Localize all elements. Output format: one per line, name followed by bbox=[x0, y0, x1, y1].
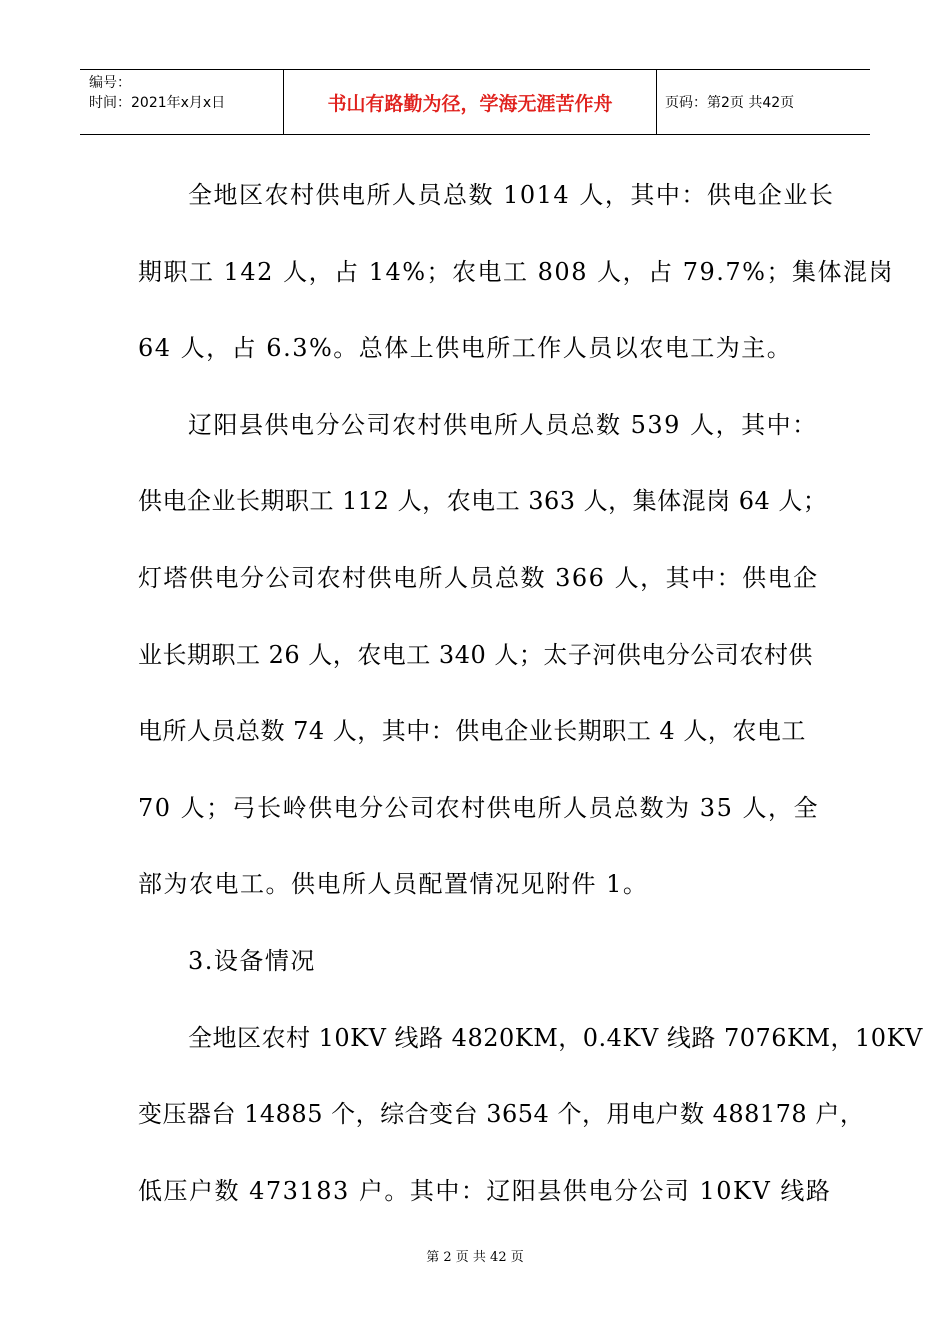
body-line: 业长期职工 26 人，农电工 340 人；太子河供电分公司农村供 bbox=[138, 640, 813, 669]
page-header bbox=[80, 69, 870, 135]
body-line: 全地区农村供电所人员总数 1014 人，其中：供电企业长 bbox=[188, 181, 835, 209]
body-line: 期职工 142 人，占 14%；农电工 808 人，占 79.7%；集体混岗 bbox=[138, 257, 894, 286]
body-line: 变压器台 14885 个，综合变台 3654 个，用电户数 488178 户， bbox=[138, 1100, 865, 1129]
body-line: 64 人，占 6.3%。总体上供电所工作人员以农电工为主。 bbox=[138, 334, 793, 363]
section-heading: 3.设备情况 bbox=[188, 946, 316, 975]
serial-number-label: 编号： bbox=[89, 75, 131, 91]
body-line: 低压户数 473183 户。其中：辽阳县供电分公司 10KV 线路 bbox=[138, 1176, 832, 1205]
header-meta bbox=[80, 70, 283, 134]
body-line: 70 人；弓长岭供电分公司农村供电所人员总数为 35 人，全 bbox=[138, 793, 819, 822]
body-line: 部为农电工。供电所人员配置情况见附件 1。 bbox=[138, 870, 649, 899]
body-line: 供电企业长期职工 112 人，农电工 363 人，集体混岗 64 人； bbox=[138, 487, 828, 516]
document-body bbox=[138, 166, 923, 1238]
header-motto: 书山有路勤为径，学海无涯苦作舟 bbox=[283, 70, 657, 134]
header-page-info: 页码：第2页 共42页 bbox=[665, 95, 795, 111]
body-line: 辽阳县供电分公司农村供电所人员总数 539 人，其中： bbox=[188, 410, 818, 439]
body-line: 灯塔供电分公司农村供电所人员总数 366 人，其中：供电企 bbox=[138, 563, 819, 592]
body-line: 电所人员总数 74 人，其中：供电企业长期职工 4 人，农电工 bbox=[138, 717, 806, 746]
date-label: 时间：2021年x月x日 bbox=[89, 95, 226, 111]
page-footer: 第 2 页 共 42 页 bbox=[426, 1250, 524, 1265]
body-line: 全地区农村 10KV 线路 4820KM，0.4KV 线路 7076KM，10KV bbox=[188, 1023, 923, 1052]
